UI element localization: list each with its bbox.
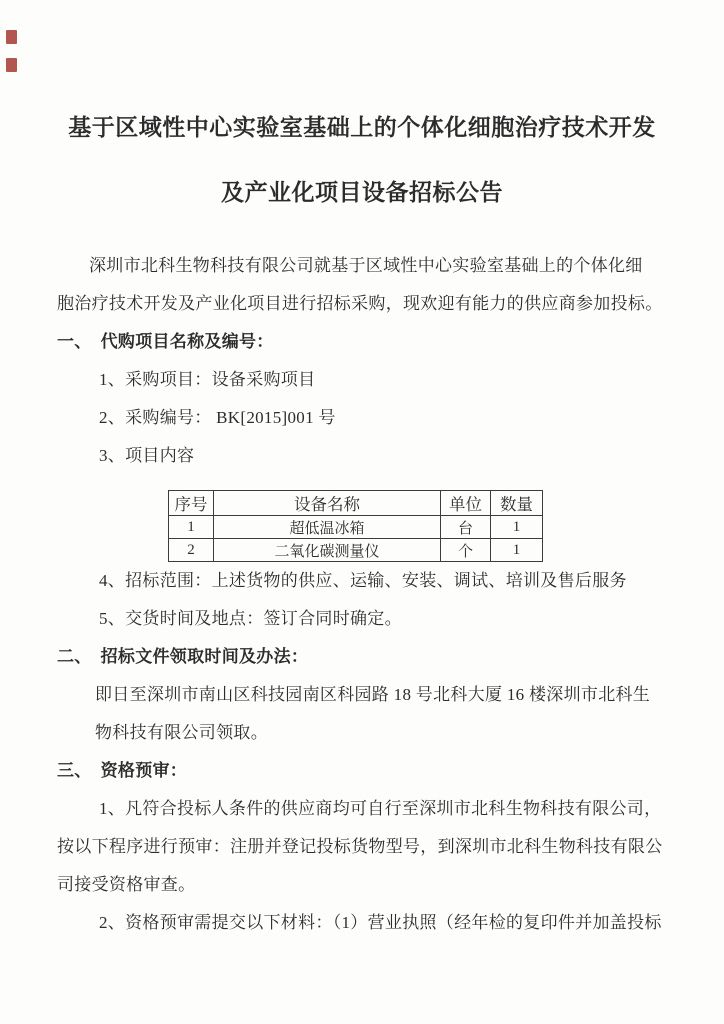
section-1-heading — [57, 323, 667, 361]
section-2-number: 二、 — [57, 647, 92, 666]
section-3-heading — [57, 752, 667, 790]
table-row — [169, 539, 543, 562]
table-header-row — [169, 491, 543, 516]
section-1-item-4: 4、招标范围：上述货物的供应、运输、安装、调试、培训及售后服务 — [99, 571, 627, 590]
document-title-line-1: 基于区域性中心实验室基础上的个体化细胞治疗技术开发 — [68, 115, 656, 140]
section-2-title: 招标文件领取时间及办法： — [100, 647, 309, 666]
cell-quantity: 1 — [491, 516, 543, 539]
section-1-item-3: 3、项目内容 — [99, 446, 195, 465]
document-title-line-2: 及产业化项目设备招标公告 — [221, 180, 503, 205]
column-header-quantity: 数量 — [491, 491, 543, 516]
section-1-title: 代购项目名称及编号： — [100, 332, 274, 351]
table-row — [169, 516, 543, 539]
section-1-item-1: 1、采购项目：设备采购项目 — [99, 370, 316, 389]
cell-unit: 台 — [441, 516, 491, 539]
section-3-number: 三、 — [57, 761, 92, 780]
intro-paragraph-line-2: 胞治疗技术开发及产业化项目进行招标采购，现欢迎有能力的供应商参加投标。 — [57, 294, 663, 313]
section-3-item-1-line-2: 按以下程序进行预审：注册并登记投标货物型号，到深圳市北科生物科技有限公 — [57, 837, 663, 856]
section-3-title: 资格预审： — [100, 761, 188, 780]
column-header-name: 设备名称 — [214, 491, 441, 516]
section-2-heading — [57, 638, 667, 676]
section-2-body-line-1: 即日至深圳市南山区科技园南区科园路 18 号北科大厦 16 楼深圳市北科生 — [95, 685, 651, 704]
column-header-serial: 序号 — [169, 491, 214, 516]
section-3-item-1-line-3: 司接受资格审查。 — [57, 875, 196, 894]
section-3-item-2-line-1: 2、资格预审需提交以下材料：（1）营业执照（经年检的复印件并加盖投标 — [99, 913, 662, 932]
column-header-unit: 单位 — [441, 491, 491, 516]
section-1-item-2: 2、采购编号： BK[2015]001 号 — [99, 408, 336, 427]
equipment-table-body — [169, 516, 543, 562]
cell-unit: 个 — [441, 539, 491, 562]
section-3-item-1-line-1: 1、凡符合投标人条件的供应商均可自行至深圳市北科生物科技有限公司， — [99, 799, 662, 818]
cell-quantity: 1 — [491, 539, 543, 562]
section-2-body-line-2: 物科技有限公司领取。 — [95, 723, 268, 742]
section-1-item-5: 5、交货时间及地点：签订合同时确定。 — [99, 609, 402, 628]
cell-equipment-name: 超低温冰箱 — [214, 516, 441, 539]
cell-serial: 1 — [169, 516, 214, 539]
cell-equipment-name: 二氧化碳测量仪 — [214, 539, 441, 562]
section-1-number: 一、 — [57, 332, 92, 351]
equipment-table-header — [169, 491, 543, 516]
equipment-table — [168, 490, 543, 562]
intro-paragraph-line-1: 深圳市北科生物科技有限公司就基于区域性中心实验室基础上的个体化细 — [89, 256, 643, 275]
cell-serial: 2 — [169, 539, 214, 562]
